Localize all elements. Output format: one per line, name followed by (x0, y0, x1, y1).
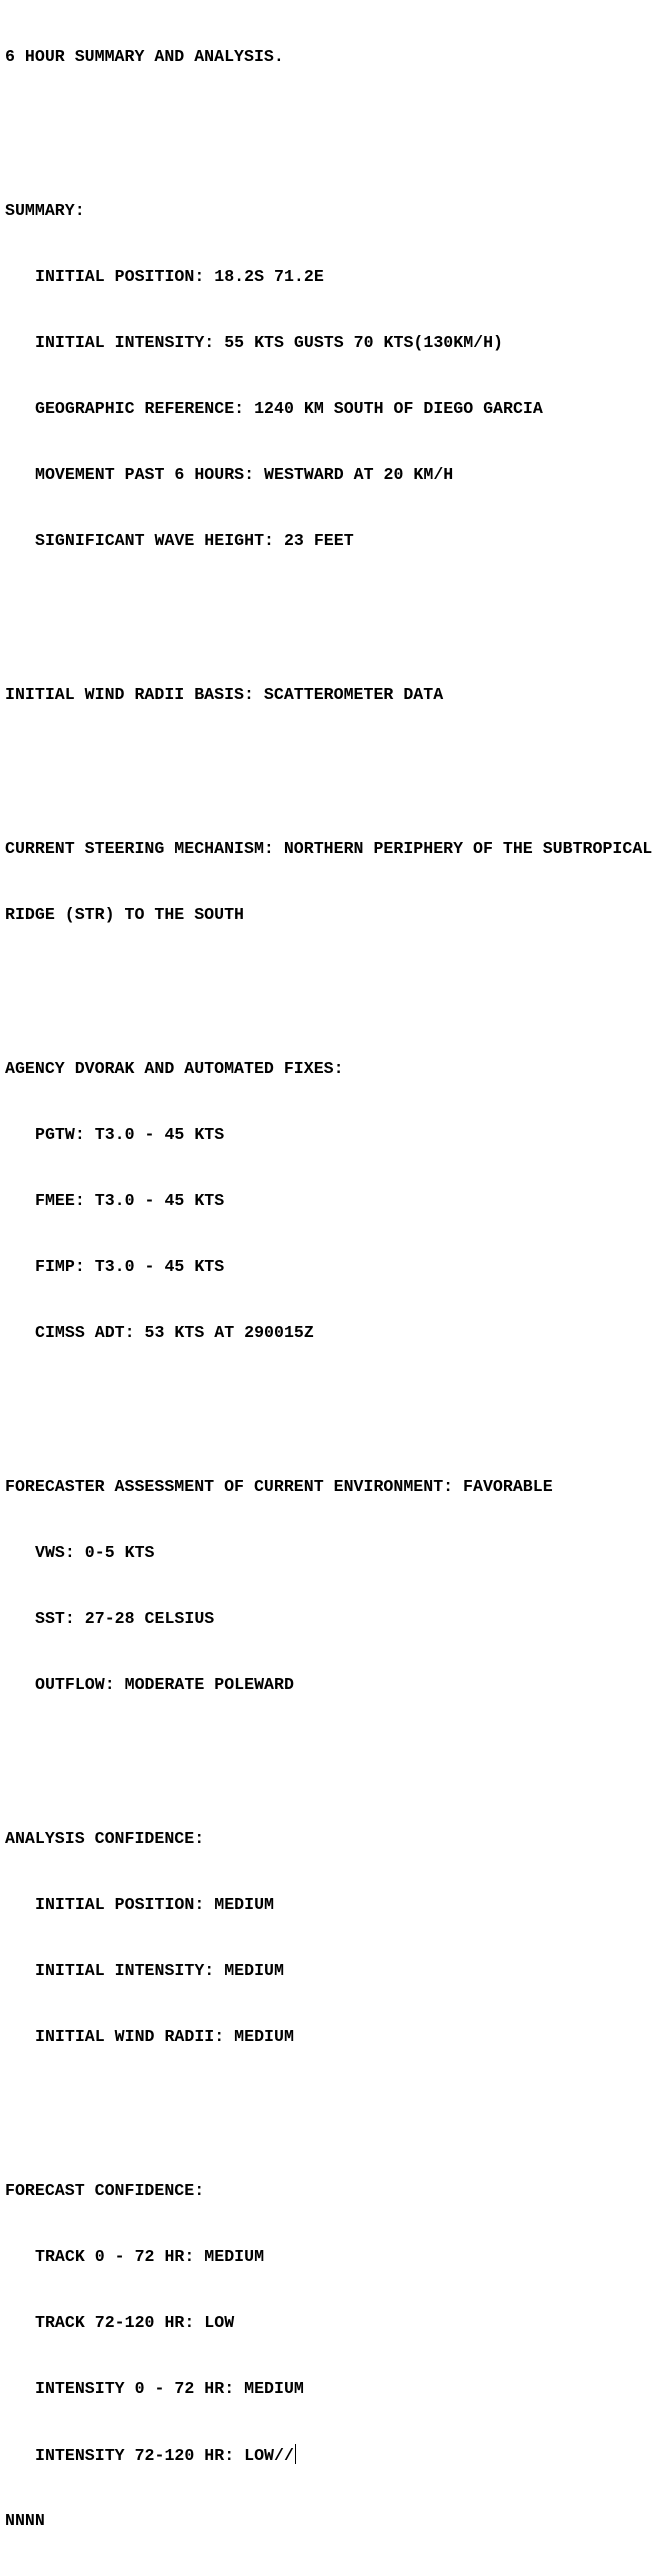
bulletin-document (5, 2, 660, 2554)
dvorak-fimp: FIMP: T3.0 - 45 KTS (35, 1257, 225, 1276)
forecast-intensity-72-120-row (5, 2444, 660, 2466)
spacer (5, 112, 660, 134)
summary-movement: MOVEMENT PAST 6 HOURS: WESTWARD AT 20 KM/H (35, 465, 454, 484)
spacer (5, 2092, 660, 2114)
dvorak-fmee: FMEE: T3.0 - 45 KTS (35, 1191, 225, 1210)
steering-line-2: RIDGE (STR) TO THE SOUTH (5, 905, 244, 924)
spacer (5, 1740, 660, 1762)
environment-sst: SST: 27-28 CELSIUS (35, 1609, 215, 1628)
environment-heading: FORECASTER ASSESSMENT OF CURRENT ENVIRONMENT: FAVORABLE (5, 1477, 553, 1496)
spacer (5, 970, 660, 992)
dvorak-heading: AGENCY DVORAK AND AUTOMATED FIXES: (5, 1059, 344, 1078)
analysis-confidence-heading: ANALYSIS CONFIDENCE: (5, 1829, 205, 1848)
analysis-confidence-position: INITIAL POSITION: MEDIUM (35, 1895, 274, 1914)
forecast-track-72-120: TRACK 72-120 HR: LOW (35, 2313, 235, 2332)
text-cursor (295, 2444, 296, 2464)
spacer (5, 750, 660, 772)
spacer (5, 596, 660, 618)
dvorak-pgtw: PGTW: T3.0 - 45 KTS (35, 1125, 225, 1144)
summary-wave-height: SIGNIFICANT WAVE HEIGHT: 23 FEET (35, 531, 354, 550)
environment-vws: VWS: 0-5 KTS (35, 1543, 155, 1562)
summary-initial-intensity: INITIAL INTENSITY: 55 KTS GUSTS 70 KTS(130KM/H) (35, 333, 504, 352)
forecast-track-0-72: TRACK 0 - 72 HR: MEDIUM (35, 2247, 265, 2266)
summary-initial-position: INITIAL POSITION: 18.2S 71.2E (35, 267, 324, 286)
analysis-confidence-intensity: INITIAL INTENSITY: MEDIUM (35, 1961, 284, 1980)
end-marker: NNNN (5, 2511, 45, 2530)
dvorak-cimss: CIMSS ADT: 53 KTS AT 290015Z (35, 1323, 314, 1342)
bulletin-title: 6 HOUR SUMMARY AND ANALYSIS. (5, 47, 284, 66)
forecast-intensity-72-120: INTENSITY 72-120 HR: LOW// (35, 2446, 294, 2465)
forecast-intensity-0-72: INTENSITY 0 - 72 HR: MEDIUM (35, 2379, 304, 2398)
analysis-confidence-wind-radii: INITIAL WIND RADII: MEDIUM (35, 2027, 294, 2046)
spacer (5, 1388, 660, 1410)
summary-geographic-reference: GEOGRAPHIC REFERENCE: 1240 KM SOUTH OF DIEGO GARCIA (35, 399, 543, 418)
steering-line-1: CURRENT STEERING MECHANISM: NORTHERN PERIPHERY OF THE SUBTROPICAL (5, 839, 653, 858)
wind-radii-basis: INITIAL WIND RADII BASIS: SCATTEROMETER DATA (5, 685, 444, 704)
forecast-confidence-heading: FORECAST CONFIDENCE: (5, 2181, 205, 2200)
summary-heading: SUMMARY: (5, 201, 85, 220)
environment-outflow: OUTFLOW: MODERATE POLEWARD (35, 1675, 294, 1694)
